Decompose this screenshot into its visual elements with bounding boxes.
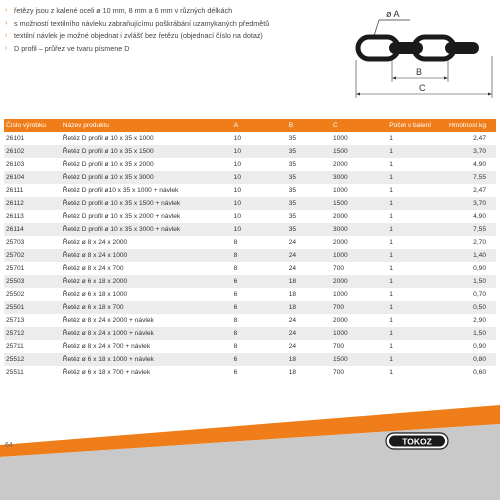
table-row	[4, 158, 496, 171]
cell-a: 10	[233, 135, 242, 142]
cell-product-code: 25512	[4, 353, 61, 366]
cell-a: 10	[232, 197, 287, 210]
cell-product-name: Řetěz D profil ø 10 x 35 x 1500	[61, 145, 232, 158]
cell-product-name: Řetěz D profil ø10 x 35 x 1000 + návlek	[62, 187, 179, 194]
cell-product-code: 25701	[6, 265, 25, 272]
cell-pack-count: 1	[389, 161, 393, 168]
table-row	[4, 275, 496, 288]
cell-pack-count: 1	[387, 223, 447, 236]
cell-c: 2000	[333, 213, 348, 220]
cell-weight: 2,47	[473, 187, 486, 194]
cell-weight: 3,70	[447, 145, 496, 158]
cell-weight: 0,90	[473, 343, 486, 350]
bullet-marker-icon: ›	[5, 7, 8, 14]
cell-product-name: Řetěz ø 8 x 24 x 2000 + návlek	[62, 317, 154, 324]
cell-b: 18	[287, 353, 331, 366]
cell-pack-count: 1	[389, 317, 393, 324]
table-row	[4, 340, 496, 353]
cell-weight: 1,40	[447, 249, 496, 262]
cell-product-name: Řetěz D profil ø 10 x 35 x 2000 + návlek	[62, 213, 181, 220]
table-row	[4, 210, 496, 223]
cell-product-code: 25711	[6, 343, 24, 350]
cell-b: 24	[288, 239, 297, 246]
cell-b: 18	[288, 291, 297, 298]
bullet-marker-icon: ›	[5, 44, 8, 52]
header-pack-count: Počet v balení	[387, 119, 447, 132]
table-row	[4, 262, 496, 275]
cell-c: 1500	[331, 145, 387, 158]
cell-c: 700	[333, 343, 345, 350]
cell-c: 2000	[333, 161, 348, 168]
feature-item: › textilní návlek je možné objednat i zvlášť bez řetězu (objednací číslo na dotaz)	[5, 31, 263, 41]
cell-product-name: Řetěz ø 8 x 24 x 2000	[62, 239, 128, 246]
cell-pack-count: 1	[389, 265, 393, 272]
cell-a: 6	[233, 369, 238, 376]
dimension-label-a: ø A	[386, 9, 400, 19]
table-row	[4, 184, 496, 197]
cell-pack-count: 1	[387, 197, 447, 210]
header-product-code: Číslo výrobku	[4, 119, 61, 132]
cell-product-name: Řetěz ø 8 x 24 x 700	[62, 265, 124, 272]
tokoz-logo	[385, 432, 449, 450]
cell-pack-count: 1	[389, 291, 393, 298]
cell-product-name: Řetěz D profil ø 10 x 35 x 3000 + návlek	[61, 223, 232, 236]
cell-product-code: 25511	[6, 369, 24, 376]
cell-product-name: Řetěz ø 6 x 18 x 2000	[61, 275, 232, 288]
cell-weight: 7,55	[447, 223, 496, 236]
cell-pack-count: 1	[387, 327, 447, 340]
cell-product-code: 26114	[4, 223, 61, 236]
cell-product-name: Řetěz ø 6 x 18 x 700 + návlek	[62, 369, 151, 376]
table-row	[4, 132, 496, 145]
cell-weight: 7,55	[447, 171, 496, 184]
cell-a: 8	[232, 249, 287, 262]
cell-weight: 2,47	[473, 135, 486, 142]
cell-a: 10	[232, 171, 287, 184]
cell-a: 6	[233, 291, 238, 298]
table-row	[4, 145, 496, 158]
cell-product-code: 25712	[4, 327, 61, 340]
cell-c: 1500	[331, 353, 387, 366]
cell-b: 24	[288, 265, 297, 272]
cell-product-code: 26104	[4, 171, 61, 184]
chain-dimension-diagram	[352, 2, 497, 112]
dimension-b-arrow-left	[392, 77, 396, 80]
cell-product-code: 26102	[4, 145, 61, 158]
cell-weight: 0,70	[473, 291, 486, 298]
cell-weight: 0,80	[447, 353, 496, 366]
cell-pack-count: 1	[387, 171, 447, 184]
table-header-row	[4, 119, 496, 132]
cell-product-name: Řetěz ø 6 x 18 x 1000	[62, 291, 128, 298]
cell-c: 1000	[333, 135, 348, 142]
logo-text: TOKOZ	[402, 436, 432, 447]
cell-c: 700	[333, 369, 345, 376]
cell-product-code: 25703	[6, 239, 25, 246]
header-c: C	[331, 119, 387, 132]
cell-b: 24	[288, 317, 297, 324]
cell-b: 35	[287, 171, 331, 184]
table-row	[4, 353, 496, 366]
table-row	[4, 366, 496, 379]
cell-product-code: 26113	[6, 213, 24, 220]
cell-b: 18	[287, 275, 331, 288]
cell-pack-count: 1	[389, 135, 393, 142]
cell-product-code: 26112	[4, 197, 61, 210]
cell-b: 35	[287, 223, 331, 236]
cell-pack-count: 1	[389, 369, 393, 376]
cell-product-name: Řetěz ø 8 x 24 x 700 + návlek	[62, 343, 151, 350]
cell-b: 18	[288, 369, 297, 376]
cell-weight: 1,50	[447, 327, 496, 340]
cell-c: 3000	[331, 223, 387, 236]
cell-pack-count: 1	[387, 353, 447, 366]
table-row	[4, 314, 496, 327]
cell-b: 35	[288, 187, 297, 194]
feature-item: › s možností textilního návleku zabraňujícímu poškrábání uzamykaných předmětů	[5, 18, 270, 28]
table-row	[4, 223, 496, 236]
dimension-label-c: C	[419, 83, 426, 93]
footer-stripe	[0, 400, 500, 500]
cell-weight: 0,60	[473, 369, 486, 376]
cell-a: 10	[233, 161, 242, 168]
cell-product-name: Řetěz ø 6 x 18 x 1000 + návlek	[61, 353, 232, 366]
table-row	[4, 288, 496, 301]
page-number: 64	[5, 442, 13, 449]
table-body	[4, 132, 496, 379]
table-row	[4, 197, 496, 210]
header-b: B	[287, 119, 331, 132]
cell-b: 35	[287, 145, 331, 158]
cell-product-code: 26101	[6, 135, 25, 142]
cell-weight: 2,90	[473, 317, 486, 324]
cell-pack-count: 1	[389, 213, 393, 220]
cell-c: 2000	[333, 317, 348, 324]
dimension-label-b: B	[416, 67, 423, 77]
cell-a: 10	[232, 223, 287, 236]
cell-c: 1500	[331, 197, 387, 210]
cell-product-code: 26111	[6, 187, 24, 194]
cell-product-name: Řetěz ø 6 x 18 x 700	[61, 301, 232, 314]
cell-c: 1000	[331, 249, 387, 262]
cell-pack-count: 1	[387, 275, 447, 288]
chain-link-4	[445, 42, 479, 54]
cell-c: 700	[333, 265, 345, 272]
cell-weight: 3,70	[447, 197, 496, 210]
cell-weight: 0,50	[447, 301, 496, 314]
cell-a: 8	[233, 239, 238, 246]
cell-a: 10	[233, 187, 242, 194]
feature-list	[5, 6, 335, 56]
cell-a: 6	[232, 301, 287, 314]
cell-a: 8	[233, 265, 238, 272]
cell-weight: 2,70	[473, 239, 486, 246]
cell-product-name: Řetěz ø 8 x 24 x 1000	[61, 249, 232, 262]
chain-link-2	[389, 42, 423, 54]
cell-a: 8	[232, 327, 287, 340]
cell-b: 24	[287, 327, 331, 340]
cell-a: 8	[233, 343, 238, 350]
cell-product-name: Řetěz ø 8 x 24 x 1000 + návlek	[61, 327, 232, 340]
dimension-a-pointer	[374, 20, 379, 36]
cell-product-code: 25502	[6, 291, 25, 298]
cell-a: 10	[233, 213, 242, 220]
cell-weight: 4,90	[473, 161, 486, 168]
table-row	[4, 249, 496, 262]
cell-pack-count: 1	[387, 145, 447, 158]
header-weight: Hmotnost kg	[447, 119, 496, 132]
table-row	[4, 301, 496, 314]
dimension-c-arrow-right	[488, 93, 492, 96]
cell-a: 6	[232, 275, 287, 288]
cell-b: 18	[287, 301, 331, 314]
cell-product-name: Řetěz D profil ø 10 x 35 x 1000	[62, 135, 154, 142]
header-a: A	[232, 119, 287, 132]
product-table	[4, 119, 496, 379]
cell-product-code: 26103	[6, 161, 25, 168]
cell-c: 700	[331, 301, 387, 314]
cell-weight: 1,50	[447, 275, 496, 288]
cell-c: 2000	[333, 239, 348, 246]
cell-weight: 4,90	[473, 213, 486, 220]
feature-item: › D profil – průřez ve tvaru písmene D	[5, 43, 130, 53]
header-product-name: Název produktu	[61, 119, 232, 132]
table-row	[4, 171, 496, 184]
bullet-marker-icon: ›	[5, 32, 8, 40]
cell-c: 3000	[331, 171, 387, 184]
dimension-c-arrow-left	[356, 93, 360, 96]
cell-product-name: Řetěz D profil ø 10 x 35 x 2000	[62, 161, 154, 168]
cell-pack-count: 1	[387, 249, 447, 262]
cell-c: 1000	[331, 327, 387, 340]
cell-product-name: Řetěz D profil ø 10 x 35 x 1500 + návlek	[61, 197, 232, 210]
cell-b: 35	[287, 197, 331, 210]
cell-product-code: 25702	[4, 249, 61, 262]
cell-c: 1000	[333, 291, 348, 298]
feature-item: › řetězy jsou z kalené oceli ø 10 mm, 8 mm a 6 mm v různých délkách	[5, 6, 233, 15]
cell-a: 10	[232, 145, 287, 158]
cell-b: 35	[288, 213, 297, 220]
table-row	[4, 236, 496, 249]
cell-product-name: Řetěz D profil ø 10 x 35 x 3000	[61, 171, 232, 184]
cell-b: 24	[288, 343, 297, 350]
cell-pack-count: 1	[389, 239, 393, 246]
table-row	[4, 327, 496, 340]
bullet-marker-icon: ›	[5, 19, 8, 27]
cell-b: 24	[287, 249, 331, 262]
cell-b: 35	[288, 161, 297, 168]
cell-product-code: 25503	[4, 275, 61, 288]
cell-c: 2000	[331, 275, 387, 288]
cell-pack-count: 1	[389, 187, 393, 194]
cell-c: 1000	[333, 187, 348, 194]
cell-pack-count: 1	[387, 301, 447, 314]
cell-product-code: 25713	[6, 317, 25, 324]
cell-a: 8	[233, 317, 238, 324]
cell-b: 35	[288, 135, 297, 142]
dimension-b-arrow-right	[444, 77, 448, 80]
cell-a: 6	[232, 353, 287, 366]
cell-weight: 0,90	[473, 265, 486, 272]
cell-pack-count: 1	[389, 343, 393, 350]
cell-product-code: 25501	[4, 301, 61, 314]
